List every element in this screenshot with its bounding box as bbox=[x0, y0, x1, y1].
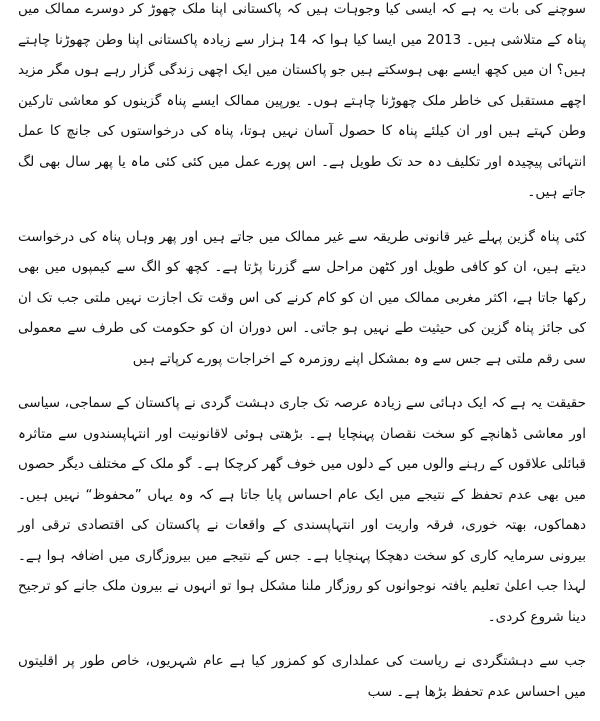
paragraph: کئی پناہ گزین پہلے غیر قانونی طریقہ سے غیر ممالک میں جاتے ہیں اور پھر وہاں پناہ کی درخواست دیتے ہیں، ان کو کافی طویل اور کٹھن مراحل سے گزرنا پڑتا ہے۔ کچھ کو الگ سے کیمپوں میں بھی رکھا جاتا ہے، اکثر مغربی ممالک میں ان کو کام کرنے کی اس وقت تک اجازت نہیں ملتی جب تک ان کی جائز پناہ گزین کی حیثیت طے نہیں ہو جاتی۔ اس دوران ان کو حکومت کی طرف سے معمولی سی رقم ملتی ہے جس سے وہ بمشکل اپنے روزمرہ کے اخراجات پورے کرپاتے ہیں bbox=[18, 228, 586, 367]
paragraph: سوچنے کی بات یہ ہے کہ ایسی کیا وجوہات ہیں کہ پاکستانی اپنا ملک چھوڑ کر دوسرے ممالک میں پناہ کے متلاشی ہیں۔ 2013 میں ایسا کیا ہوا کہ 14 ہزار سے زیادہ پاکستانی اپنا وطن چھوڑنا چاہتے ہیں؟ ان میں کچھ ایسے بھی ہوسکتے ہیں جو پاکستان میں ایک اچھی زندگی گزار رہے ہوں مگر مزید اچھے مستقبل کی خاطر ملک چھوڑنا چاہتے ہوں۔ یورپین ممالک ایسے پناہ گزینوں کو معاشی تارکین وطن کہتے ہیں اور ان کیلئے پناہ کا حصول آسان نہیں ہوتا، پناہ کی درخواستوں کی جانچ کا عمل انتہائی پیچیدہ اور تکلیف دہ حد تک طویل ہے۔ اس پورے عمل میں کئی کئی ماہ یا پھر سال بھی لگ جاتے ہیں۔ bbox=[18, 1, 586, 200]
paragraph: جب سے دہشتگردی نے ریاست کی عملداری کو کمزور کیا ہے عام شہریوں، خاص طور پر اقلیتوں میں احساس عدم تحفظ بڑھا ہے۔ سب bbox=[18, 653, 586, 700]
paragraph: حقیقت یہ ہے کہ ایک دہائی سے زیادہ عرصہ تک جاری دہشت گردی نے پاکستان کے سماجی، سیاسی اور معاشی ڈھانچے کو سخت نقصان پہنچایا ہے۔ بڑھتی ہوئی لاقانونیت اور انتہاپسندوں سے متاثرہ قبائلی علاقوں کے رہنے والوں میں کے دلوں میں خوف گھر کرچکا ہے۔ گو ملک کے مختلف دیگر حصوں میں بھی عدم تحفظ کے نتیجے میں ایک عام احساس پایا جاتا ہے کہ وہ یہاں ”محفوظ“ نہیں ہیں۔ دھماکوں، بھتہ خوری، فرقہ واریت اور انتہاپسندی کے واقعات نے پاکستان کی اقتصادی ترقی اور بیرونی سرمایہ کاری کو سخت دھچکا پہنچایا ہے۔ جس کے نتیجے میں بیروزگاری میں اضافہ ہوا ہے۔ لہذا جب اعلیٰ تعلیم یافتہ نوجوانوں کو روزگار ملنا مشکل ہوا تو انہوں نے بیرون ملک جانے کو ترجیح دینا شروع کردی۔ bbox=[18, 395, 586, 625]
article-body bbox=[18, 0, 586, 721]
